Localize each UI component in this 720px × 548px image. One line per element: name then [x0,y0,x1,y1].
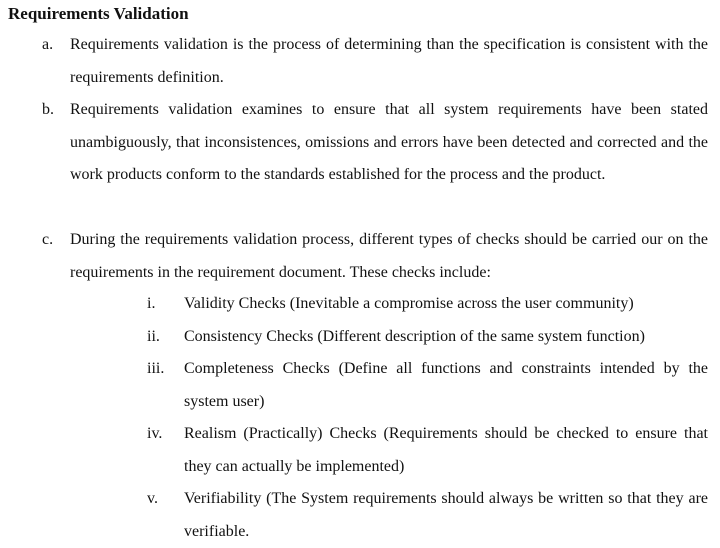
document-title: Requirements Validation [8,4,189,23]
check-item-text: Completeness Checks (Define all functions and constraints intended by the system user) [184,360,708,410]
list-item-text: During the requirements validation process, different types of checks should be carried our on the requirements in the requirement document. These checks include: [70,231,708,281]
list-item-text: Requirements validation examines to ensure that all system requirements have been stated unambiguously, that inconsistences, omissions and errors have been detected and corrected and the work products conform to the standards established for the process and the product. [70,101,708,183]
check-marker: iii. [147,360,165,377]
list-marker: a. [42,36,54,53]
check-marker: i. [147,295,156,312]
list-marker: b. [42,101,54,118]
check-item-text: Verifiability (The System requirements should always be written so that they are verifiable. [184,490,708,540]
list-marker: c. [42,231,54,248]
check-item-text: Realism (Practically) Checks (Requirements should be checked to ensure that they can actually be implemented) [184,425,708,475]
check-item-text: Validity Checks (Inevitable a compromise across the user community) [184,295,634,312]
check-item-text: Consistency Checks (Different description of the same system function) [184,328,645,345]
check-marker: v. [147,490,158,507]
list-item-text: Requirements validation is the process of determining than the specification is consistent with the requirements definition. [70,36,708,86]
check-marker: ii. [147,328,160,345]
check-marker: iv. [147,425,163,442]
